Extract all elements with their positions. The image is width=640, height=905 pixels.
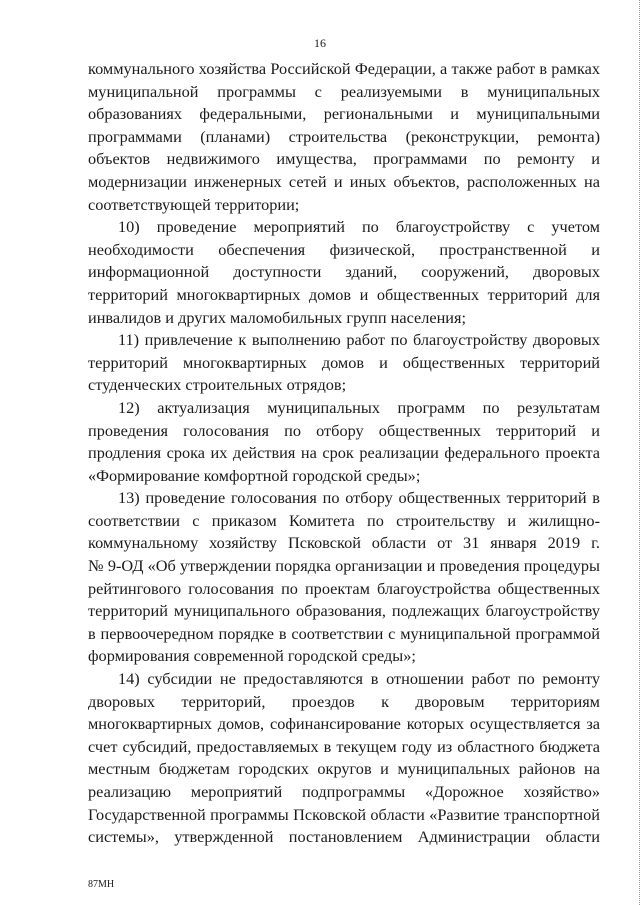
text-line: проведения голосования по отбору общественных территорий и bbox=[88, 420, 600, 440]
text-line: коммунальному хозяйству Псковской области от 31 января 2019 г. bbox=[88, 533, 600, 553]
footer-code: 87МН bbox=[88, 879, 115, 890]
text-line: Государственной программы Псковской области «Развитие транспортной bbox=[88, 804, 600, 824]
text-line: 14) субсидии не предоставляются в отношении работ по ремонту bbox=[118, 669, 600, 689]
text-line: местным бюджетам городских округов и муниципальных районов на bbox=[88, 759, 600, 779]
text-line: 12) актуализация муниципальных программ по результатам bbox=[118, 397, 600, 417]
text-line: информационной доступности зданий, сооружений, дворовых bbox=[88, 262, 600, 282]
text-line: счет субсидий, предоставляемых в текущем году из областного бюджета bbox=[88, 736, 600, 756]
page-number: 16 bbox=[314, 36, 326, 50]
text-line: соответствующей территории; bbox=[88, 194, 300, 214]
text-line: программами (планами) строительства (реконструкции, ремонта) bbox=[88, 126, 600, 146]
text-line: формирования современной городской среды»; bbox=[88, 646, 416, 666]
text-line: 11) привлечение к выполнению работ по благоустройству дворовых bbox=[118, 330, 600, 350]
text-line: необходимости обеспечения физической, пространственной и bbox=[88, 239, 600, 259]
text-line: инвалидов и других маломобильных групп населения; bbox=[88, 307, 467, 327]
text-line: продления срока их действия на срок реализации федерального проекта bbox=[88, 443, 600, 463]
text-line: студенческих строительных отрядов; bbox=[88, 375, 347, 395]
text-line: муниципальной программы с реализуемыми в муниципальных bbox=[88, 81, 600, 101]
body-text bbox=[88, 58, 600, 849]
text-line: коммунального хозяйства Российской Федерации, а также работ в рамках bbox=[88, 59, 600, 78]
text-line: соответствии с приказом Комитета по строительству и жилищно- bbox=[88, 510, 600, 530]
text-line: многоквартирных домов, софинансирование которых осуществляется за bbox=[88, 714, 600, 734]
text-line: объектов недвижимого имущества, программами по ремонту и bbox=[88, 149, 600, 169]
text-line: реализацию мероприятий подпрограммы «Дорожное хозяйство» bbox=[88, 782, 600, 801]
text-line: в первоочередном порядке в соответствии с муниципальной программой bbox=[88, 623, 600, 643]
text-line: модернизации инженерных сетей и иных объектов, расположенных на bbox=[88, 171, 600, 191]
text-line: территорий муниципального образования, подлежащих благоустройству bbox=[88, 601, 600, 621]
text-line: рейтингового голосования по проектам благоустройства общественных bbox=[88, 578, 600, 598]
text-line: «Формирование комфортной городской среды»; bbox=[88, 465, 421, 485]
text-line: территорий многоквартирных домов и общественных территорий bbox=[88, 352, 600, 372]
text-line: 10) проведение мероприятий по благоустройству с учетом bbox=[118, 217, 600, 237]
text-line: образованиях федеральными, региональными и муниципальными bbox=[88, 104, 600, 124]
text-line: территорий многоквартирных домов и общественных территорий для bbox=[88, 284, 600, 304]
text-line: № 9-ОД «Об утверждении порядка организации и проведения процедуры bbox=[88, 556, 600, 576]
text-line: системы», утвержденной постановлением Администрации области bbox=[88, 827, 600, 847]
text-line: дворовых территорий, проездов к дворовым территориям bbox=[88, 691, 600, 711]
text-line: 13) проведение голосования по отбору общественных территорий в bbox=[118, 488, 600, 508]
